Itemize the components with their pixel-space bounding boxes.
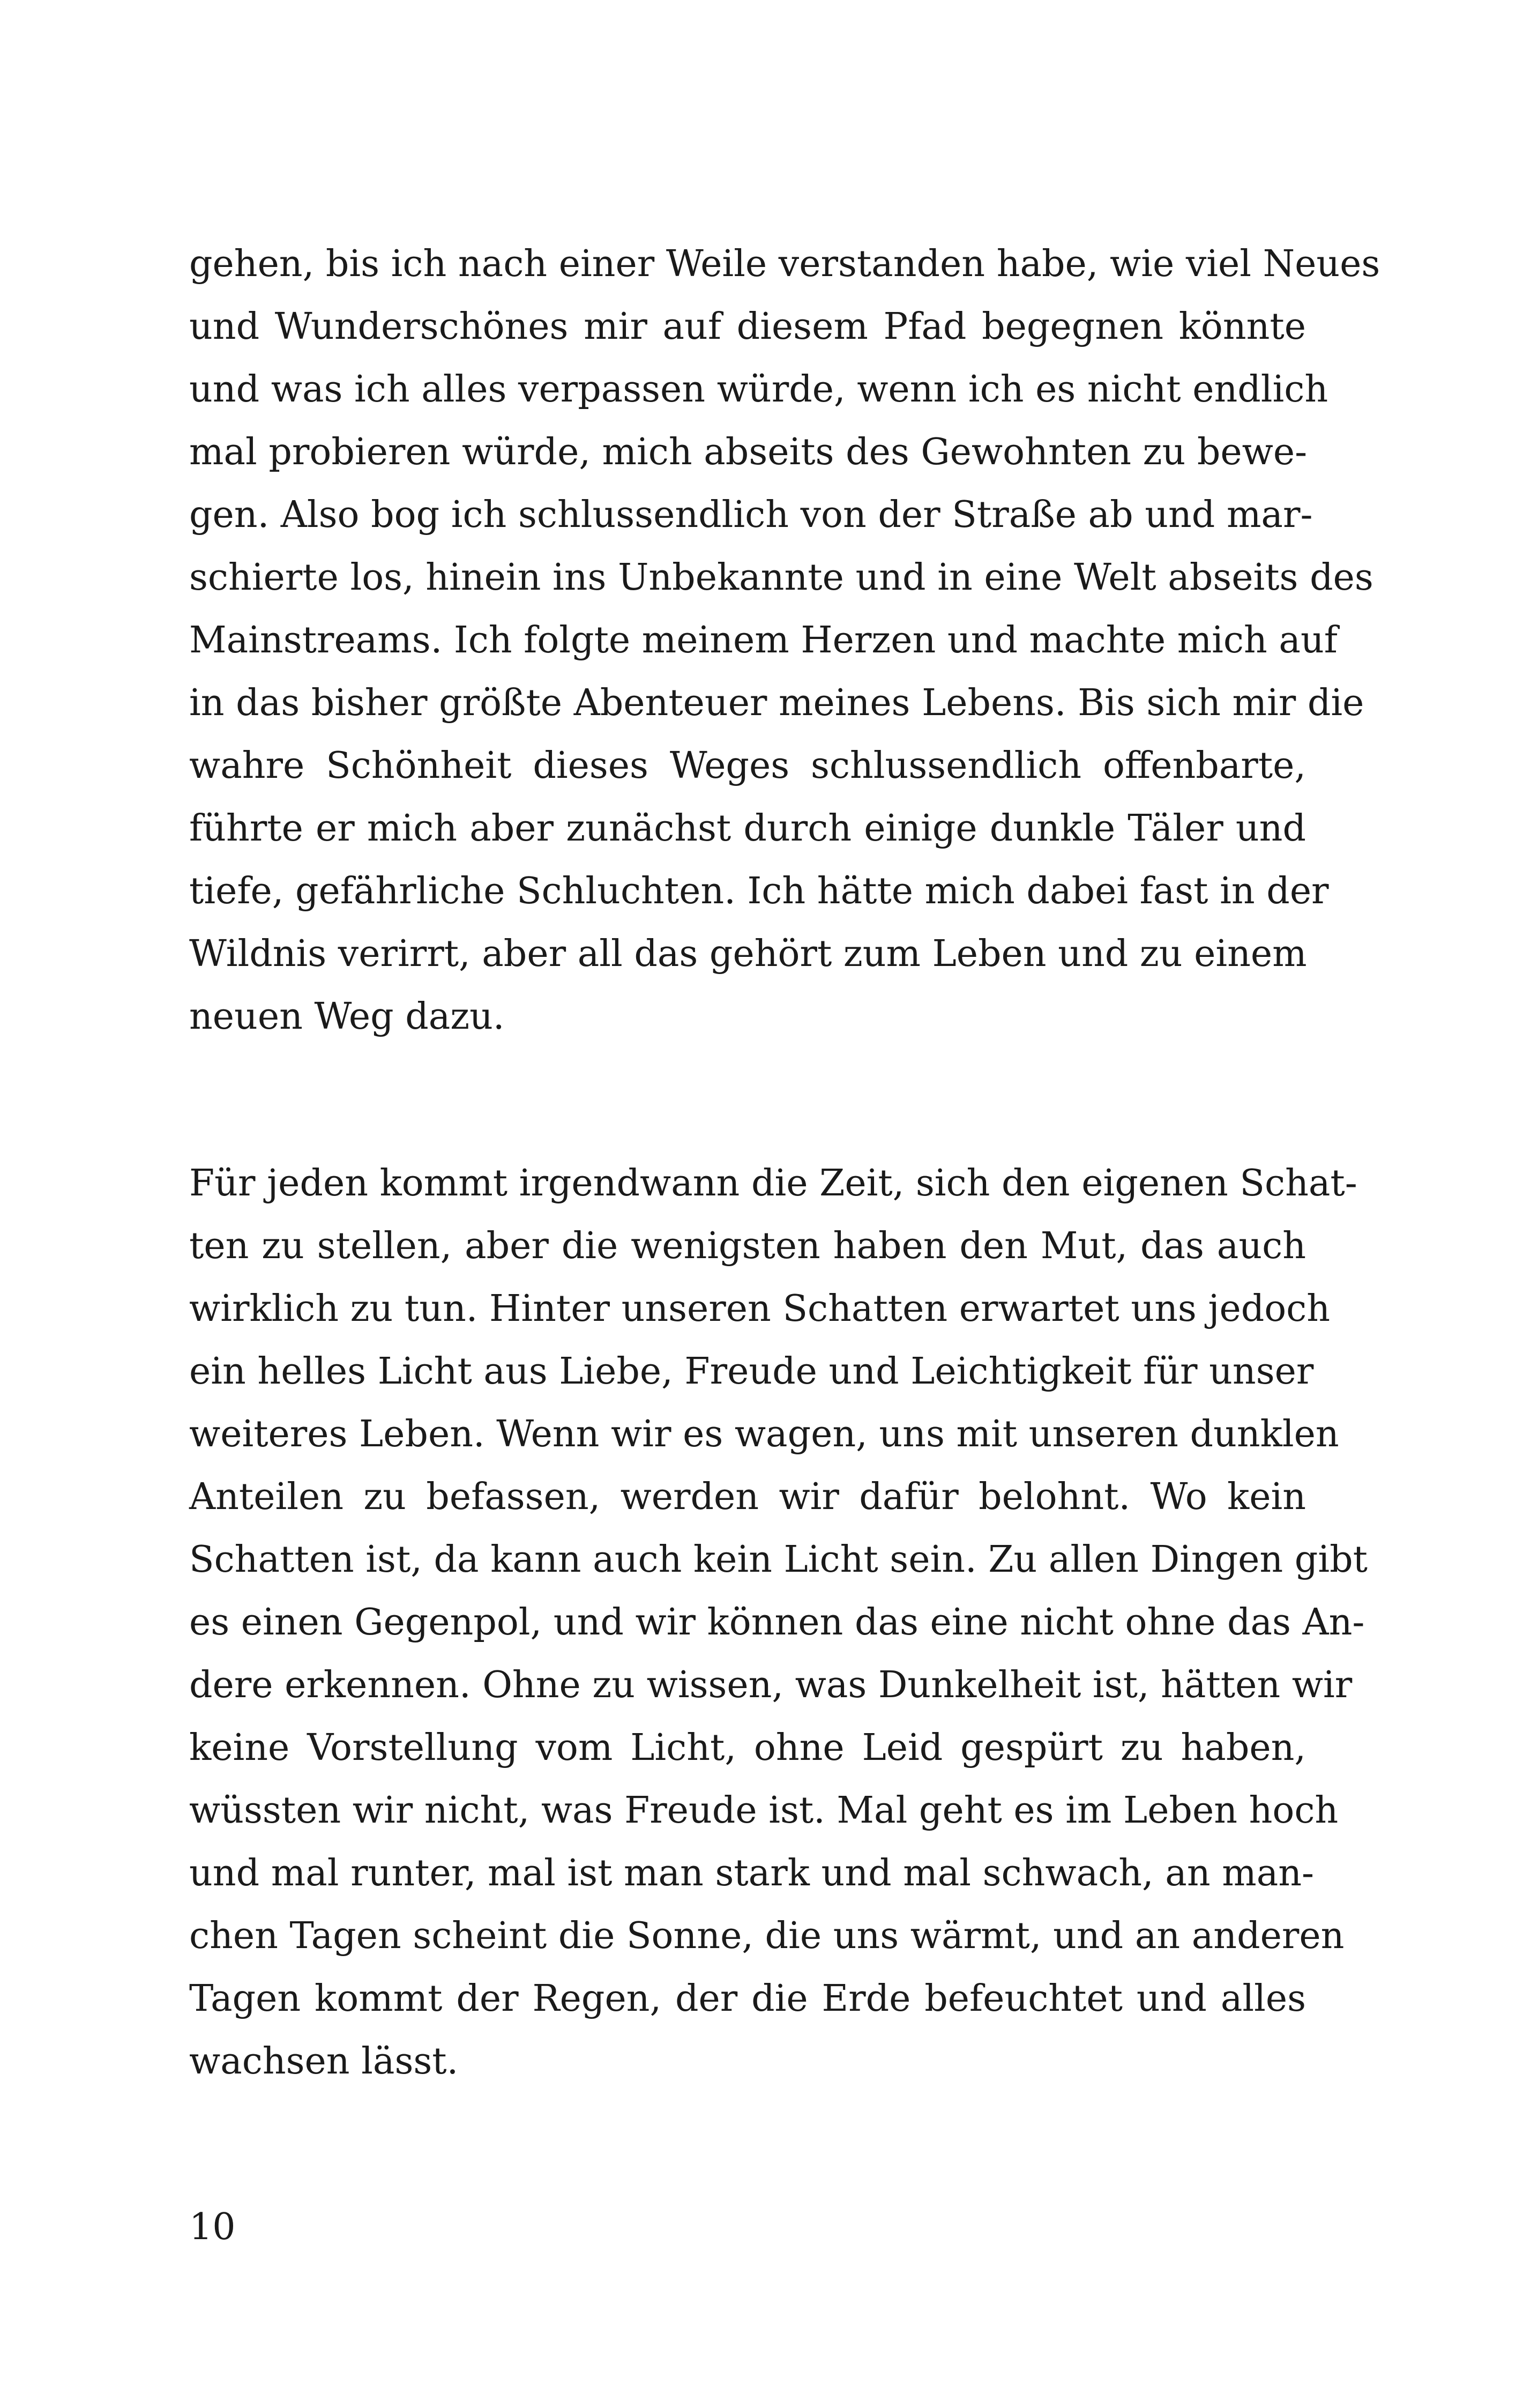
- text-line: keine Vorstellung vom Licht, ohne Leid gespürt zu haben,: [189, 1727, 1306, 1769]
- text-line: Mainstreams. Ich folgte meinem Herzen und machte mich auf: [189, 619, 1338, 662]
- page-number: 10: [189, 2206, 236, 2248]
- text-line: ein helles Licht aus Liebe, Freude und Leichtigkeit für unser: [189, 1350, 1314, 1393]
- text-line: mal probieren würde, mich abseits des Gewohnten zu bewe-: [189, 431, 1308, 473]
- text-line: und Wunderschönes mir auf diesem Pfad begegnen könnte: [189, 306, 1306, 348]
- text-line: weiteres Leben. Wenn wir es wagen, uns mit unseren dunklen: [189, 1413, 1339, 1455]
- text-line: wahre Schönheit dieses Weges schlussendlich offenbarte,: [189, 745, 1306, 787]
- text-line: Schatten ist, da kann auch kein Licht sein. Zu allen Dingen gibt: [189, 1539, 1368, 1581]
- text-line: wüssten wir nicht, was Freude ist. Mal geht es im Leben hoch: [189, 1789, 1339, 1832]
- text-line: Anteilen zu befassen, werden wir dafür belohnt. Wo kein: [189, 1476, 1306, 1518]
- text-line: dere erkennen. Ohne zu wissen, was Dunkelheit ist, hätten wir: [189, 1664, 1353, 1706]
- text-line: Tagen kommt der Regen, der die Erde befeuchtet und alles: [189, 1978, 1306, 2020]
- text-line: gehen, bis ich nach einer Weile verstanden habe, wie viel Neues: [189, 243, 1380, 285]
- text-line: ten zu stellen, aber die wenigsten haben den Mut, das auch: [189, 1225, 1306, 1267]
- paragraph-2: [189, 1152, 1368, 2093]
- text-line: und mal runter, mal ist man stark und mal schwach, an man-: [189, 1852, 1315, 1894]
- text-line: wirklich zu tun. Hinter unseren Schatten erwartet uns jedoch: [189, 1288, 1331, 1330]
- text-line: es einen Gegenpol, und wir können das eine nicht ohne das An-: [189, 1601, 1365, 1644]
- text-line: tiefe, gefährliche Schluchten. Ich hätte mich dabei fast in der: [189, 870, 1329, 912]
- text-line: wachsen lässt.: [189, 2040, 459, 2083]
- text-line: führte er mich aber zunächst durch einige dunkle Täler und: [189, 807, 1306, 850]
- text-line: gen. Also bog ich schlussendlich von der Straße ab und mar-: [189, 494, 1313, 536]
- text-line: Für jeden kommt irgendwann die Zeit, sich den eigenen Schat-: [189, 1162, 1357, 1205]
- text-line: neuen Weg dazu.: [189, 995, 505, 1038]
- paragraph-1: [189, 233, 1380, 1048]
- text-line: Wildnis verirrt, aber all das gehört zum Leben und zu einem: [189, 933, 1307, 975]
- text-line: in das bisher größte Abenteuer meines Lebens. Bis sich mir die: [189, 682, 1364, 724]
- text-line: schierte los, hinein ins Unbekannte und in eine Welt abseits des: [189, 556, 1373, 599]
- text-line: chen Tagen scheint die Sonne, die uns wärmt, und an anderen: [189, 1915, 1345, 1957]
- text-line: und was ich alles verpassen würde, wenn ich es nicht endlich: [189, 368, 1328, 411]
